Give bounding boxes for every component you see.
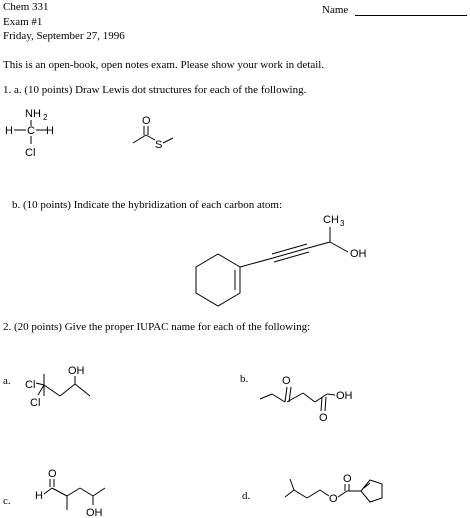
chloromethanamine-structure-icon bbox=[0, 100, 80, 165]
keto-acid-structure-icon bbox=[255, 372, 365, 427]
question-1b: b. (10 points) Indicate the hybridization of each carbon atom: bbox=[12, 199, 283, 211]
bond-methyl-carbonyl bbox=[133, 135, 146, 143]
ch3-label: CH bbox=[323, 214, 339, 226]
aldehyde-h-label: H bbox=[35, 490, 43, 502]
part-c-label: c. bbox=[3, 495, 11, 507]
oh-label: OH bbox=[350, 248, 367, 260]
acid-o-label: O bbox=[319, 412, 328, 424]
exam-date: Friday, September 27, 1996 bbox=[3, 30, 125, 42]
carbon-label: C bbox=[27, 125, 35, 137]
cyclohexenyl-alkyne-alcohol-structure-icon bbox=[180, 205, 400, 315]
oh-label-a: OH bbox=[68, 365, 85, 377]
oxygen-label: O bbox=[142, 115, 151, 127]
cyclohexene-ring bbox=[196, 254, 240, 306]
h-right-label: H bbox=[46, 125, 54, 137]
ester-o-label: O bbox=[329, 493, 338, 505]
alkyne-bond bbox=[273, 248, 308, 258]
name-label: Name bbox=[322, 4, 349, 16]
ketone-o-label: O bbox=[282, 375, 291, 387]
cl-label-2: Cl bbox=[30, 397, 41, 409]
aldehyde-alcohol-structure-icon bbox=[30, 465, 115, 518]
cl-label: Cl bbox=[25, 147, 36, 159]
bond-s-methyl bbox=[163, 138, 173, 143]
question-1a: 1. a. (10 points) Draw Lewis dot structures for each of the following. bbox=[3, 84, 307, 96]
acid-oh-label: OH bbox=[336, 390, 353, 402]
part-b-label: b. bbox=[240, 373, 249, 385]
carbonyl-o-label: O bbox=[343, 473, 352, 485]
aldehyde-o-label: O bbox=[48, 468, 57, 480]
h-left-label: H bbox=[5, 125, 13, 137]
course-label: Chem 331 bbox=[3, 1, 49, 13]
part-d-label: d. bbox=[242, 490, 251, 502]
instructions: This is an open-book, open notes exam. Please show your work in detail. bbox=[3, 59, 325, 71]
nh2-subscript: 2 bbox=[43, 113, 48, 122]
part-a-label: a. bbox=[3, 375, 11, 387]
cyclopentene-ring bbox=[361, 480, 382, 502]
ch3-subscript: 3 bbox=[340, 219, 345, 228]
cyclopentene-ester-structure-icon bbox=[280, 470, 390, 515]
question-2: 2. (20 points) Give the proper IUPAC name for each of the following: bbox=[3, 321, 311, 333]
alcohol-oh-label: OH bbox=[86, 507, 103, 518]
exam-label: Exam #1 bbox=[3, 16, 43, 28]
bond-to-oh bbox=[330, 242, 348, 252]
name-blank-line bbox=[355, 15, 467, 16]
sulfur-label: S bbox=[155, 139, 163, 151]
dichloro-alcohol-structure-icon bbox=[20, 362, 100, 412]
bond-carbonyl-s bbox=[146, 135, 155, 140]
cl-label-1: Cl bbox=[25, 379, 36, 391]
thioester-structure-icon bbox=[125, 112, 185, 157]
nh2-label: NH bbox=[25, 108, 41, 120]
